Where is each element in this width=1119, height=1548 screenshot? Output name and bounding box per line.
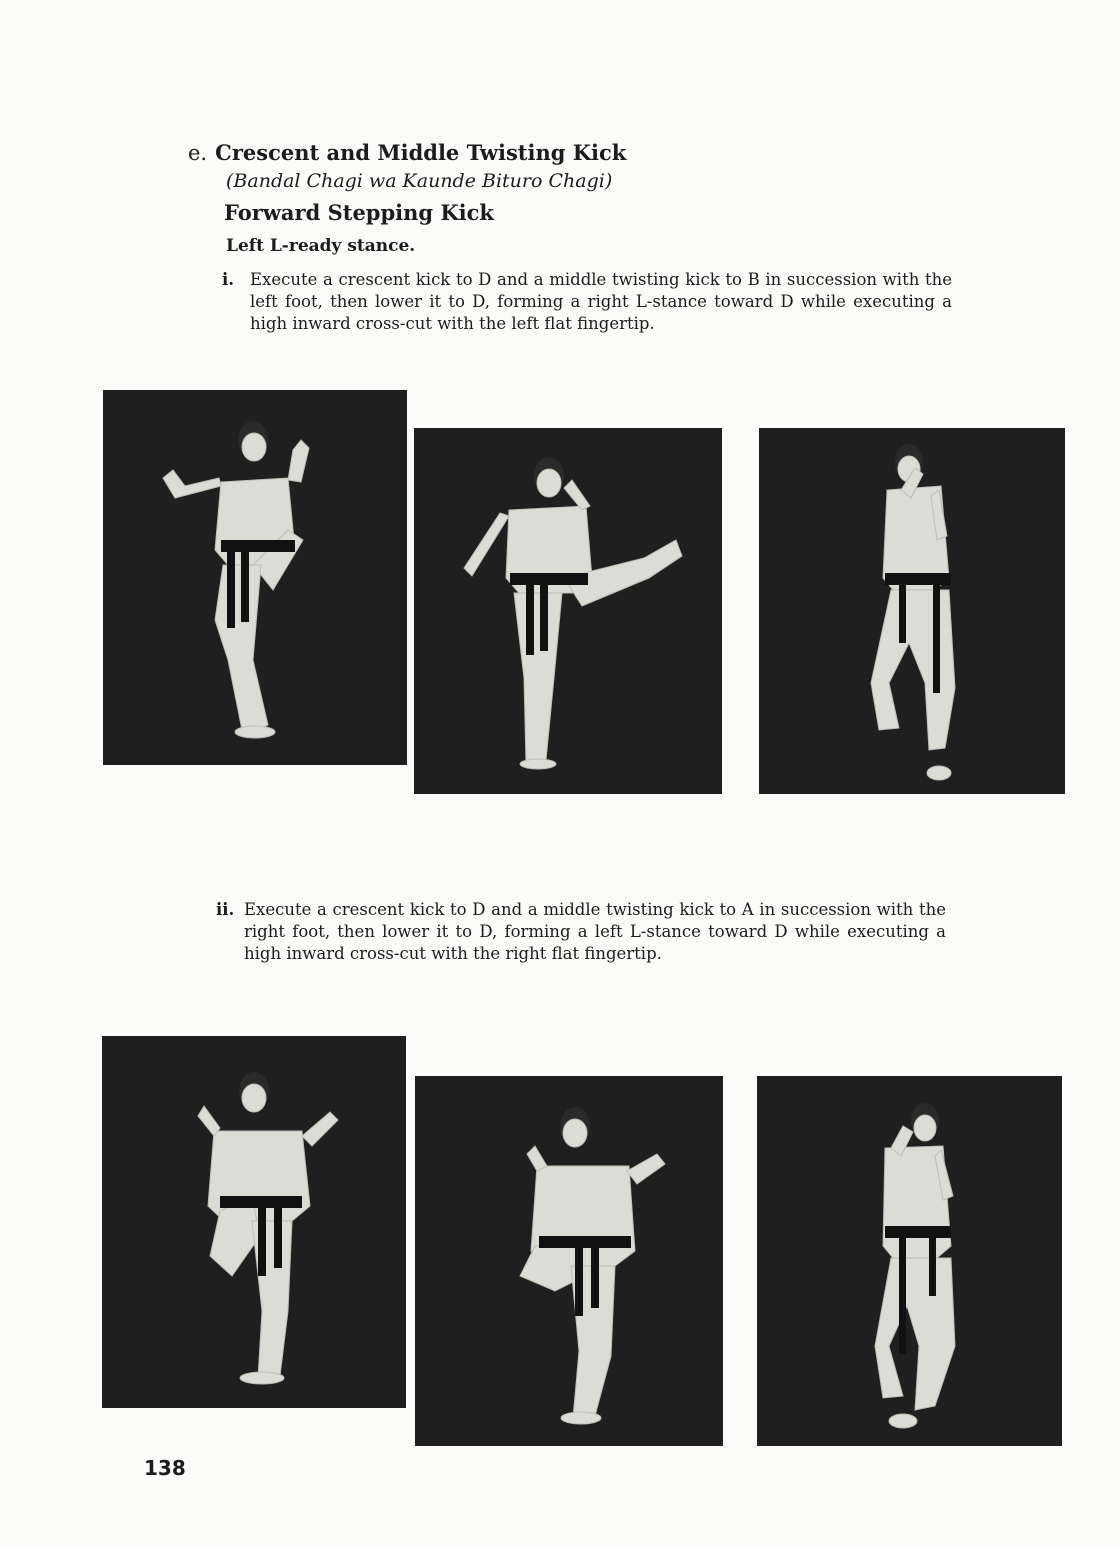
step-two — [216, 899, 946, 965]
section-title: Crescent and Middle Twisting Kick — [215, 140, 627, 165]
martial-artist-figure-icon — [103, 390, 407, 765]
martial-artist-figure-icon — [414, 428, 722, 794]
step-text: Execute a crescent kick to D and a middle twisting kick to B in succession with the left foot, then lower it to D, forming a right L-stance toward D while executing a high inward cross-cut with the left flat fingertip. — [250, 270, 952, 333]
step-number: ii. — [216, 900, 235, 919]
kick-type-heading: Forward Stepping Kick — [224, 200, 494, 225]
section-subtitle: (Bandal Chagi wa Kaunde Bituro Chagi) — [226, 170, 613, 192]
section-heading — [188, 140, 626, 165]
photo-twisting-kick-right — [415, 1076, 723, 1446]
photo-twisting-kick-left — [414, 428, 722, 794]
martial-artist-figure-icon — [415, 1076, 723, 1446]
step-one — [222, 269, 952, 335]
photo-crescent-kick-left — [103, 390, 407, 765]
martial-artist-figure-icon — [757, 1076, 1062, 1446]
step-number: i. — [222, 270, 235, 289]
page-number: 138 — [144, 1456, 186, 1480]
photo-l-stance-crosscut-right — [757, 1076, 1062, 1446]
step-text: Execute a crescent kick to D and a middle twisting kick to A in succession with the right foot, then lower it to D, forming a left L-stance toward D while executing a high inward cross-cut with the right flat fingertip. — [244, 900, 946, 963]
photo-crescent-kick-right — [102, 1036, 406, 1408]
martial-artist-figure-icon — [102, 1036, 406, 1408]
starting-stance: Left L-ready stance. — [226, 236, 416, 256]
martial-artist-figure-icon — [759, 428, 1065, 794]
photo-l-stance-crosscut-left — [759, 428, 1065, 794]
section-letter: e. — [188, 141, 208, 165]
